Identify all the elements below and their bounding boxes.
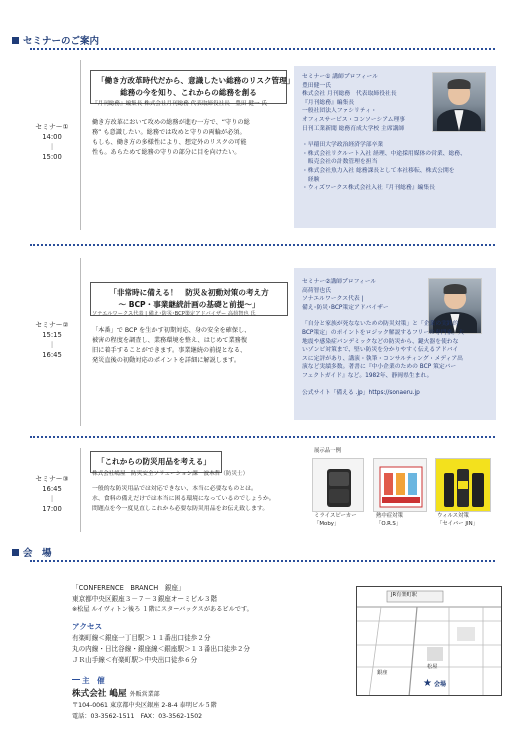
product-ors-caption: 熱中症対策 「O.R.S」 bbox=[376, 513, 403, 527]
seminar3-body: 一般的な防災用品では対応できない、本当に必要なものとは。 水、食料の備えだけでは本当に困る環境になっているのでしょうか。 問題点を今一度見直しこれから必要な防災用品をお伝え致します。 bbox=[92, 486, 275, 512]
organizer-heading: 主 催 bbox=[72, 675, 105, 686]
seminar2-speaker: ソナエルワークス代表 | 備え･防災･BCP策定アドバイザー 高荷智也 氏 bbox=[92, 311, 256, 317]
map-jr-label: JR有楽町駅 bbox=[391, 592, 417, 598]
seminar2-time: セミナー② 15:15 ｜ 16:45 bbox=[35, 321, 69, 359]
seminar1-body: 働き方改革において攻めの総務が進む一方で、“守りの総 務” も意識したい。総務では攻めと守りの両輪が必須。 もしも、働き方の多様性により、想定外のリスクの可能 性も。あらためて総務の守りの部分に目を向けたい。 bbox=[92, 119, 250, 156]
product-speaker-caption: ミライスピーカー 「Moby」 bbox=[314, 513, 357, 527]
dotted-divider bbox=[30, 560, 495, 562]
map-venue-label: 会場 bbox=[434, 681, 447, 688]
product-saber-image bbox=[435, 458, 491, 512]
square-bullet-icon bbox=[12, 37, 19, 44]
seminar3-speaker: 株式会社嶋屋 防災安全ソリューション課 波木哲（防災士） bbox=[92, 471, 249, 477]
seminar1-time: セミナー① 14:00 ｜ 15:00 bbox=[35, 123, 69, 161]
access-line-3: ＪＲ山手線＜有楽町駅＞中央出口徒歩６分 bbox=[72, 656, 198, 664]
products-title: 展示品一例 bbox=[314, 448, 341, 454]
venue-note: ※松屋 ルイヴィトン後ろ １階にスターバックスがあるビルです。 bbox=[72, 606, 253, 613]
access-line-2: 丸の内線・日比谷線・銀座線＜銀座駅＞１３番出口徒歩２分 bbox=[72, 645, 251, 653]
svg-text:★: ★ bbox=[423, 678, 432, 689]
seminar2-profile bbox=[294, 268, 496, 420]
seminar2-title: 「非常時に備える！ 防災＆初動対策の考え方 ～ BCP・事業継続計画の基礎と前提～」 bbox=[90, 282, 288, 316]
product-speaker-image bbox=[312, 458, 364, 512]
venue-name: 「CONFERENCE BRANCH 銀座」 bbox=[72, 584, 185, 592]
dotted-divider bbox=[30, 48, 495, 50]
seminar1-profile bbox=[294, 66, 496, 228]
organizer-contact: 電話：03-3562-1511 FAX：03-3562-1502 bbox=[72, 713, 203, 720]
seminar1-profile-text: セミナー① 講師プロフィール 豊田健一氏 株式会社 月刊総務 代表取締役社長 『月刊総務』編集長 一般社団法人ファシリティ・ オフィスサービス・コンソーシアム理事 日刊工業新聞 総務育成大学校 主席講師 ・早稲田大学政治経済学部卒業 ・株式会社リクルート入社 経理、中途採用媒体の営業、総務、 販売会社の計数管理を担当 ・株式会社魚力入社 総務課長として本社移転、株式公開を 経験 ・ウィズワークス株式会社入社『月刊総務』編集長 bbox=[302, 74, 466, 192]
seminar1-speaker: 『月刊総務』編集長 株式会社月刊総務 代表取締役社長 豊田 健一 氏 bbox=[92, 101, 267, 107]
seminar2-body: 「本番」で BCP を生かす初期対応、身の安全を確保し、 被害の程度を調査し、業務環境を整え、はじめて業務復 旧に着手することができます。事業継続の前提となる、 発災直後の初動対応のポイントを詳細に解説します。 bbox=[92, 327, 251, 364]
seminar3-title: 「これからの防災用品を考える」 bbox=[90, 451, 222, 473]
venue-section-title: 会 場 bbox=[12, 545, 52, 559]
seminar2-divider bbox=[80, 258, 81, 426]
access-heading: アクセス bbox=[72, 622, 103, 631]
venue-map bbox=[356, 586, 502, 696]
organizer-address: 〒104-0061 東京都中央区銀座 2-8-4 泰明ビル５階 bbox=[72, 702, 217, 709]
product-saber-caption: ウィルス対策 「セイバー JIN」 bbox=[437, 513, 478, 527]
seminar2-profile-text: セミナー②講師プロフィール 高荷智也氏 ソナエルワークス代表 | 備え･防災･BCP策定アドバイザー 「自分と家族が死なないための防災対策」と「企業の実践的 BCP策定」のポイントをロジック解説するフリーの専門家。大 地震や感染症パンデミックなどの防災から、鍵火器を使わな いゾンビ対策まで、堅い防災を分かりやすく伝えるアドバイ スに定評があり、講演・執筆・コンサルティング・メディア出 演など実績多数。著書に『中小企業のための BCP 策定パー フェクトガイド』など。1982年、静岡県生まれ。 公式サイト「備える .jp」https://sonaeru.jp bbox=[302, 279, 464, 396]
seminar-section-title: セミナーのご案内 bbox=[12, 33, 99, 47]
seminar3-time: セミナー③ 16:45 ｜ 17:00 bbox=[35, 475, 69, 513]
venue-address: 東京都中央区銀座３－７－３銀座オーミビル３階 bbox=[72, 595, 218, 603]
seminar3-divider bbox=[80, 448, 81, 532]
seminar1-title: 「働き方改革時代だから、意識したい総務のリスク管理」 総務の今を知り、これからの総務を創る bbox=[90, 70, 287, 104]
seminar1-divider bbox=[80, 60, 81, 230]
product-ors-image bbox=[373, 458, 427, 512]
square-bullet-icon bbox=[12, 549, 19, 556]
dotted-divider bbox=[30, 436, 495, 438]
map-matsuya-label: 松屋 bbox=[427, 664, 438, 670]
map-ginza-label: 銀座 bbox=[377, 670, 388, 676]
organizer-name: 株式会社 嶋屋 外販営業部 bbox=[72, 689, 160, 699]
access-line-1: 有楽町線＜銀座一丁目駅＞１１番出口徒歩２分 bbox=[72, 634, 211, 642]
dotted-divider bbox=[30, 244, 495, 246]
